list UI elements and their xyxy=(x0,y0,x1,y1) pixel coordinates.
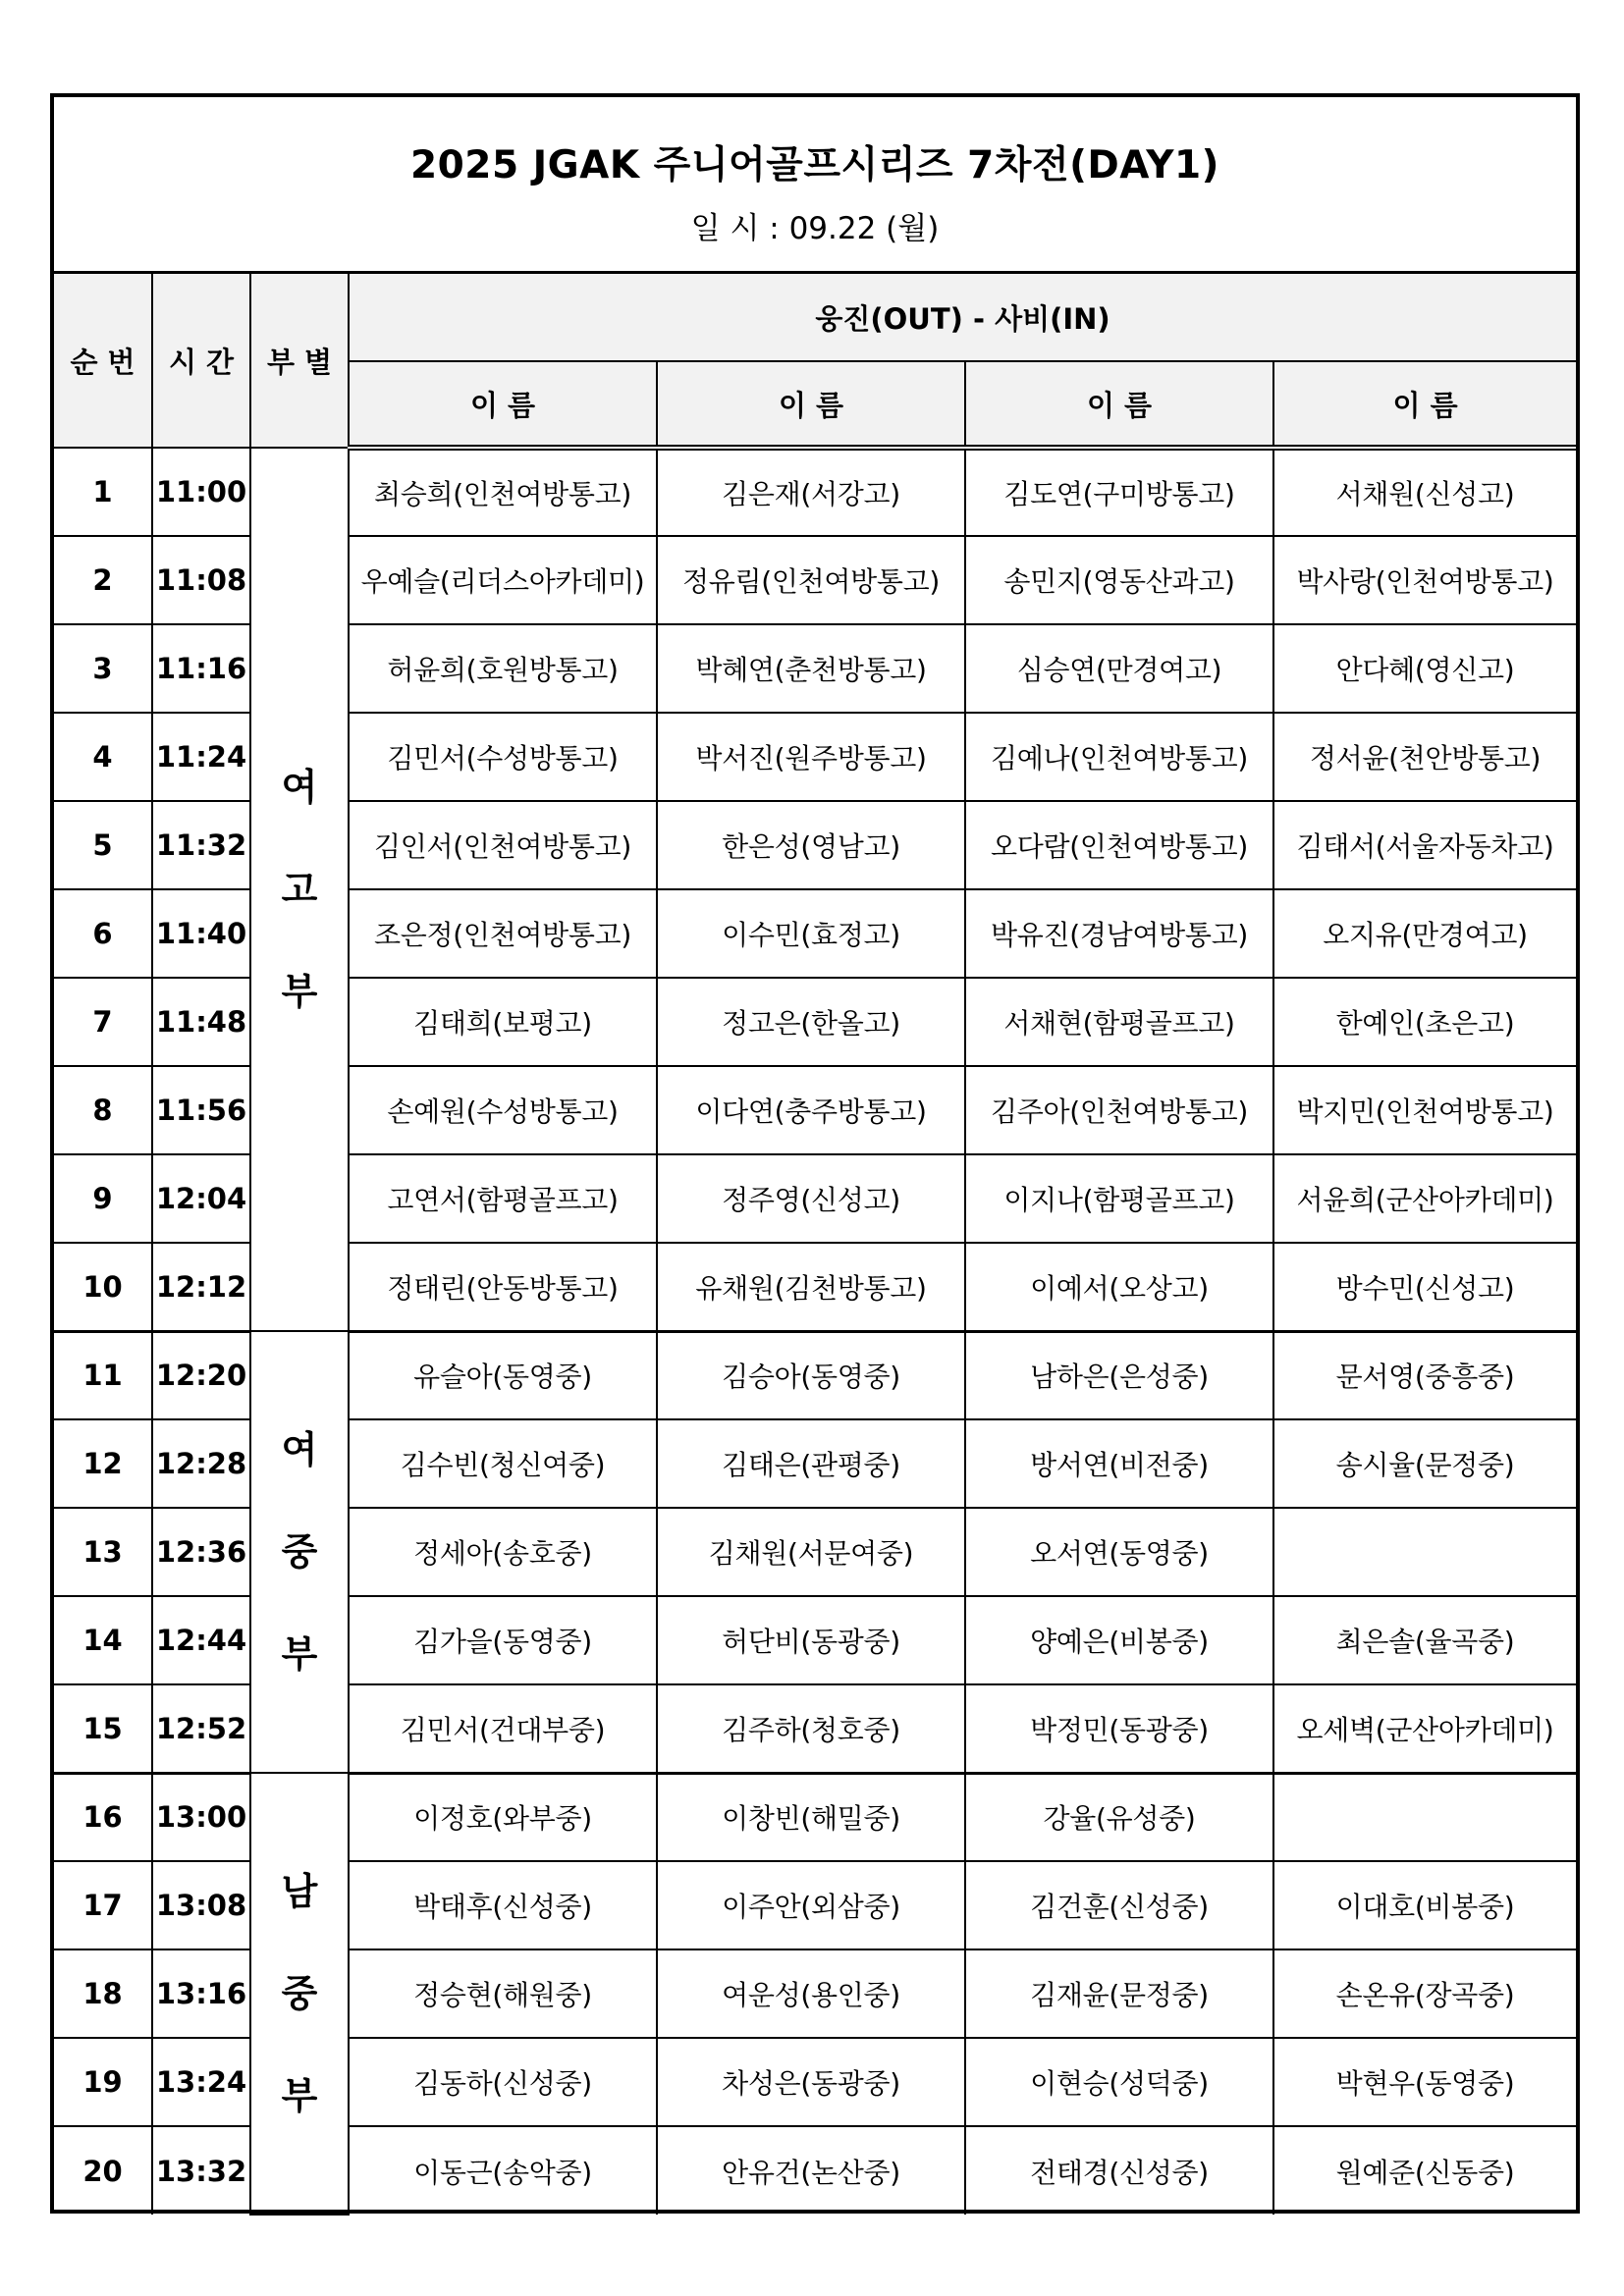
player-name: 서채원(신성고) xyxy=(1273,448,1576,536)
player-name: 송민지(영동산과고) xyxy=(965,536,1273,624)
player-name: 이동근(송악중) xyxy=(349,2126,657,2215)
player-name: 오세벽(군산아카데미) xyxy=(1273,1684,1576,1773)
player-name: 서윤희(군산아카데미) xyxy=(1273,1154,1576,1243)
row-number: 13 xyxy=(54,1508,152,1596)
player-name: 이예서(오상고) xyxy=(965,1243,1273,1331)
tee-time: 12:44 xyxy=(152,1596,250,1684)
player-name: 정태린(안동방통고) xyxy=(349,1243,657,1331)
division-label xyxy=(250,1773,349,2215)
division-char: 여 xyxy=(281,1428,318,1471)
pairing-rows xyxy=(54,448,1576,2215)
player-name: 우예슬(리더스아카데미) xyxy=(349,536,657,624)
header-course: 웅진(OUT) - 사비(IN) xyxy=(349,274,1576,361)
row-number: 12 xyxy=(54,1419,152,1508)
player-name: 이정호(와부중) xyxy=(349,1773,657,1861)
tee-time: 12:28 xyxy=(152,1419,250,1508)
player-name: 김태희(보평고) xyxy=(349,978,657,1066)
player-name: 정서윤(천안방통고) xyxy=(1273,713,1576,801)
pairing-table xyxy=(54,274,1576,2216)
row-number: 4 xyxy=(54,713,152,801)
player-name: 김도연(구미방통고) xyxy=(965,448,1273,536)
player-name: 문서영(중흥중) xyxy=(1273,1331,1576,1419)
tee-time: 12:52 xyxy=(152,1684,250,1773)
player-name: 여운성(용인중) xyxy=(657,1949,965,2038)
division-label xyxy=(250,1331,349,1773)
tee-time: 11:00 xyxy=(152,448,250,536)
player-name: 김건훈(신성중) xyxy=(965,1861,1273,1949)
player-name: 강율(유성중) xyxy=(965,1773,1273,1861)
row-number: 19 xyxy=(54,2038,152,2126)
row-number: 14 xyxy=(54,1596,152,1684)
row-number: 11 xyxy=(54,1331,152,1419)
player-name: 김동하(신성중) xyxy=(349,2038,657,2126)
player-name: 오다람(인천여방통고) xyxy=(965,801,1273,889)
player-name: 박사랑(인천여방통고) xyxy=(1273,536,1576,624)
player-name: 오지유(만경여고) xyxy=(1273,889,1576,978)
tee-time: 12:36 xyxy=(152,1508,250,1596)
row-number: 10 xyxy=(54,1243,152,1331)
row-number: 20 xyxy=(54,2126,152,2215)
division-char: 부 xyxy=(281,2074,318,2117)
player-name: 허윤희(호원방통고) xyxy=(349,624,657,713)
player-name: 한예인(초은고) xyxy=(1273,978,1576,1066)
tee-time: 11:24 xyxy=(152,713,250,801)
division-char: 부 xyxy=(281,970,318,1013)
player-name: 최승희(인천여방통고) xyxy=(349,448,657,536)
player-name: 김주하(청호중) xyxy=(657,1684,965,1773)
row-number: 6 xyxy=(54,889,152,978)
header-name-4: 이 름 xyxy=(1273,361,1576,448)
player-name: 전태경(신성중) xyxy=(965,2126,1273,2215)
player-name: 안다혜(영신고) xyxy=(1273,624,1576,713)
player-name: 심승연(만경여고) xyxy=(965,624,1273,713)
tee-time: 13:24 xyxy=(152,2038,250,2126)
tee-time: 13:16 xyxy=(152,1949,250,2038)
player-name: 손온유(장곡중) xyxy=(1273,1949,1576,2038)
tee-time: 12:04 xyxy=(152,1154,250,1243)
player-name: 김승아(동영중) xyxy=(657,1331,965,1419)
page-title: 2025 JGAK 주니어골프시리즈 7차전(DAY1) xyxy=(410,143,1219,187)
table-row xyxy=(54,1773,1576,1861)
division-char: 중 xyxy=(281,1972,318,2015)
tee-time: 12:20 xyxy=(152,1331,250,1419)
player-name: 송시율(문정중) xyxy=(1273,1419,1576,1508)
player-name: 김태서(서울자동차고) xyxy=(1273,801,1576,889)
player-name: 박지민(인천여방통고) xyxy=(1273,1066,1576,1154)
header-name-3: 이 름 xyxy=(965,361,1273,448)
tee-time: 11:08 xyxy=(152,536,250,624)
row-number: 8 xyxy=(54,1066,152,1154)
player-name: 박현우(동영중) xyxy=(1273,2038,1576,2126)
player-name: 이대호(비봉중) xyxy=(1273,1861,1576,1949)
player-name: 이다연(충주방통고) xyxy=(657,1066,965,1154)
player-name: 방서연(비전중) xyxy=(965,1419,1273,1508)
tee-time: 11:48 xyxy=(152,978,250,1066)
player-name xyxy=(1273,1508,1576,1596)
row-number: 1 xyxy=(54,448,152,536)
title-box xyxy=(54,97,1576,274)
player-name: 오서연(동영중) xyxy=(965,1508,1273,1596)
table-row xyxy=(54,1331,1576,1419)
player-name: 김예나(인천여방통고) xyxy=(965,713,1273,801)
player-name: 김인서(인천여방통고) xyxy=(349,801,657,889)
player-name: 정승현(해원중) xyxy=(349,1949,657,2038)
player-name: 남하은(은성중) xyxy=(965,1331,1273,1419)
player-name: 이수민(효정고) xyxy=(657,889,965,978)
player-name: 한은성(영남고) xyxy=(657,801,965,889)
player-name: 원예준(신동중) xyxy=(1273,2126,1576,2215)
header-no: 순 번 xyxy=(54,274,152,448)
player-name: 박정민(동광중) xyxy=(965,1684,1273,1773)
division-char: 중 xyxy=(281,1530,318,1574)
player-name: 김태은(관평중) xyxy=(657,1419,965,1508)
header-division: 부 별 xyxy=(250,274,349,448)
division-char: 여 xyxy=(281,766,318,809)
player-name: 차성은(동광중) xyxy=(657,2038,965,2126)
player-name: 정유림(인천여방통고) xyxy=(657,536,965,624)
player-name: 김수빈(청신여중) xyxy=(349,1419,657,1508)
player-name xyxy=(1273,1773,1576,1861)
event-date: 일 시 : 09.22 (월) xyxy=(690,211,940,246)
player-name: 정주영(신성고) xyxy=(657,1154,965,1243)
tee-time: 11:56 xyxy=(152,1066,250,1154)
player-name: 이현승(성덕중) xyxy=(965,2038,1273,2126)
row-number: 2 xyxy=(54,536,152,624)
player-name: 박태후(신성중) xyxy=(349,1861,657,1949)
player-name: 김채원(서문여중) xyxy=(657,1508,965,1596)
row-number: 18 xyxy=(54,1949,152,2038)
row-number: 16 xyxy=(54,1773,152,1861)
tee-time: 11:16 xyxy=(152,624,250,713)
division-char: 남 xyxy=(281,1870,318,1913)
player-name: 김민서(건대부중) xyxy=(349,1684,657,1773)
tee-time: 13:08 xyxy=(152,1861,250,1949)
row-number: 3 xyxy=(54,624,152,713)
player-name: 고연서(함평골프고) xyxy=(349,1154,657,1243)
row-number: 17 xyxy=(54,1861,152,1949)
player-name: 이주안(외삼중) xyxy=(657,1861,965,1949)
tee-sheet xyxy=(50,93,1580,2214)
player-name: 김가을(동영중) xyxy=(349,1596,657,1684)
player-name: 이지나(함평골프고) xyxy=(965,1154,1273,1243)
tee-time: 11:32 xyxy=(152,801,250,889)
player-name: 최은솔(율곡중) xyxy=(1273,1596,1576,1684)
division-char: 고 xyxy=(281,868,318,911)
tee-time: 13:32 xyxy=(152,2126,250,2215)
player-name: 박혜연(춘천방통고) xyxy=(657,624,965,713)
player-name: 정고은(한올고) xyxy=(657,978,965,1066)
player-name: 김민서(수성방통고) xyxy=(349,713,657,801)
player-name: 이창빈(해밀중) xyxy=(657,1773,965,1861)
player-name: 박서진(원주방통고) xyxy=(657,713,965,801)
row-number: 15 xyxy=(54,1684,152,1773)
tee-time: 12:12 xyxy=(152,1243,250,1331)
division-label xyxy=(250,448,349,1331)
player-name: 박유진(경남여방통고) xyxy=(965,889,1273,978)
row-number: 5 xyxy=(54,801,152,889)
tee-time: 11:40 xyxy=(152,889,250,978)
header-time: 시 간 xyxy=(152,274,250,448)
player-name: 손예원(수성방통고) xyxy=(349,1066,657,1154)
row-number: 9 xyxy=(54,1154,152,1243)
row-number: 7 xyxy=(54,978,152,1066)
player-name: 김주아(인천여방통고) xyxy=(965,1066,1273,1154)
player-name: 양예은(비봉중) xyxy=(965,1596,1273,1684)
player-name: 유슬아(동영중) xyxy=(349,1331,657,1419)
player-name: 정세아(송호중) xyxy=(349,1508,657,1596)
player-name: 조은정(인천여방통고) xyxy=(349,889,657,978)
tee-time: 13:00 xyxy=(152,1773,250,1861)
header-name-2: 이 름 xyxy=(657,361,965,448)
division-char: 부 xyxy=(281,1632,318,1676)
header-name-1: 이 름 xyxy=(349,361,657,448)
player-name: 방수민(신성고) xyxy=(1273,1243,1576,1331)
table-row xyxy=(54,448,1576,536)
player-name: 김재윤(문정중) xyxy=(965,1949,1273,2038)
player-name: 김은재(서강고) xyxy=(657,448,965,536)
player-name: 안유건(논산중) xyxy=(657,2126,965,2215)
player-name: 유채원(김천방통고) xyxy=(657,1243,965,1331)
player-name: 서채현(함평골프고) xyxy=(965,978,1273,1066)
player-name: 허단비(동광중) xyxy=(657,1596,965,1684)
